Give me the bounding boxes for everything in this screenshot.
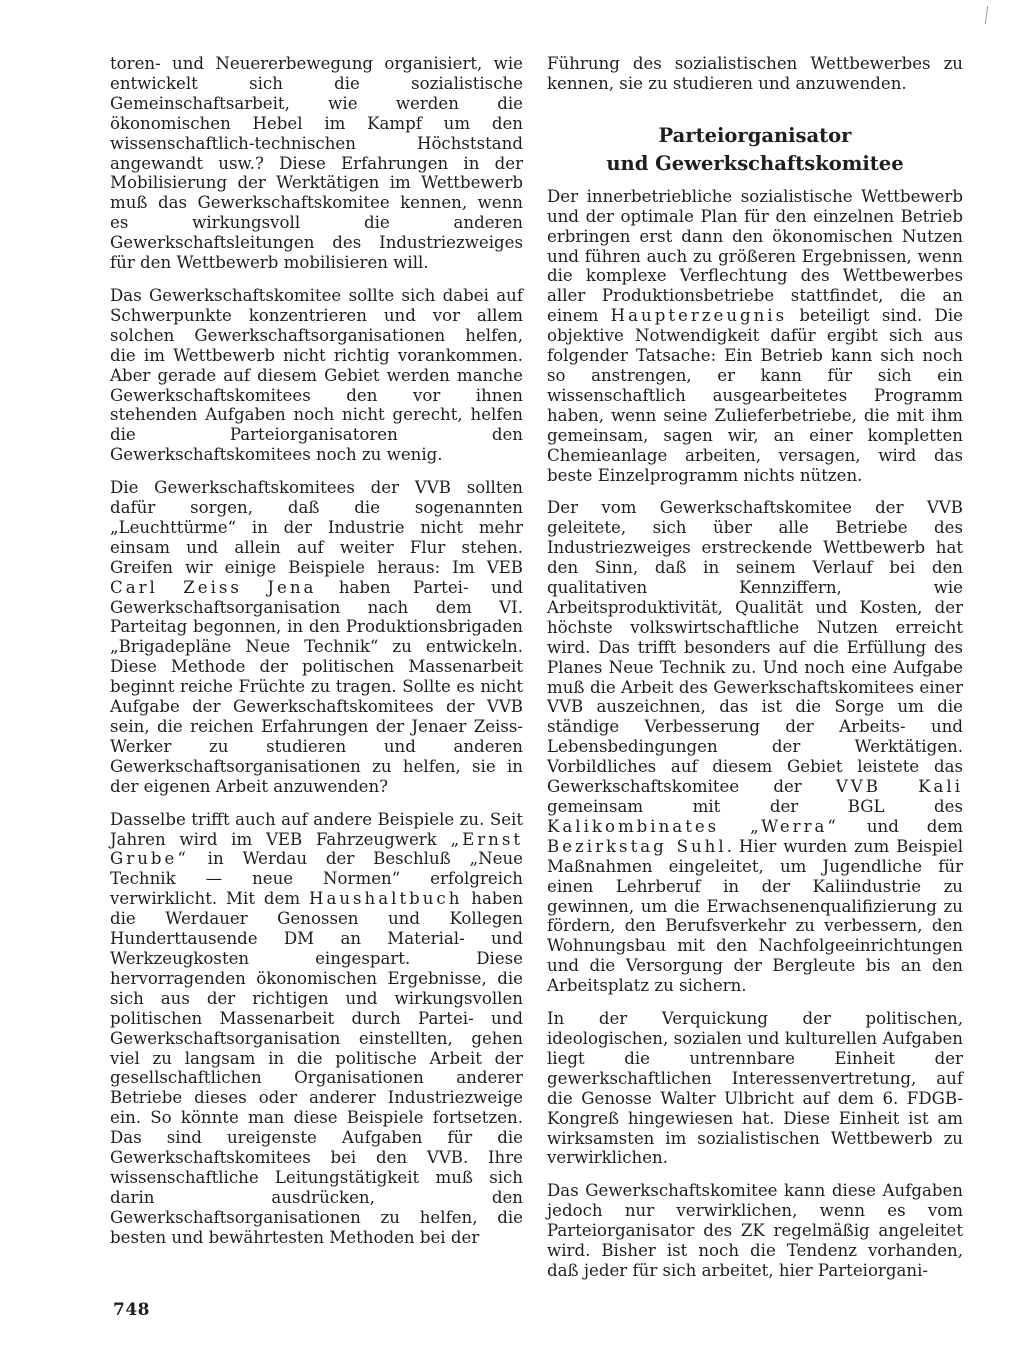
left-column <box>110 54 523 1261</box>
emphasized-text: Haupterzeugnis <box>610 306 788 326</box>
paragraph <box>547 498 963 996</box>
emphasized-text: Carl Zeiss Jena <box>110 577 317 597</box>
paragraph <box>110 810 523 1248</box>
paragraph: In der Verquickung der politischen, ideologischen, sozialen und kulturellen Aufgaben liegt die untrennbare Einheit der gewerkschaftlichen Interessenvertretung, auf die Genosse Walter Ulbricht auf dem 6. FDGB-Kongreß hingewiesen hat. Diese Einheit ist am wirksamsten im sozialistischen Wettbewerb zu verwirklichen. <box>547 1009 963 1168</box>
paragraph-text: Die Gewerkschaftskomitees der VVB sollten dafür sorgen, daß die sogenannten „Leuchttürme“ in der Industrie nicht mehr einsam und allein auf weiter Flur stehen. Greifen wir einige Beispiele heraus: Im VEB <box>110 478 523 577</box>
emphasized-text: VVB Kali <box>835 777 963 797</box>
paragraph <box>110 478 523 797</box>
section-heading <box>547 122 963 178</box>
heading-line: Parteiorganisator <box>658 123 852 147</box>
page-number: 748 <box>113 1300 150 1320</box>
paragraph: Das Gewerkschaftskomitee kann diese Aufgaben jedoch nur verwirklichen, wenn es vom Parteiorganisator des ZK regelmäßig angeleitet wird. Bisher ist noch die Tendenz vorhanden, daß jeder für sich arbeitet, hier Parteiorgani- <box>547 1181 963 1280</box>
emphasized-text: „Ernst Grube“ <box>110 829 524 869</box>
margin-mark <box>985 6 990 24</box>
paragraph <box>110 286 523 465</box>
paragraph: Führung des sozialistischen Wettbewerbes zu kennen, sie zu studieren und anzuwenden. <box>547 54 963 93</box>
paragraph <box>547 187 963 486</box>
heading-line: und Gewerkschaftskomitee <box>606 151 904 175</box>
paragraph-text: Dasselbe trifft auch auf andere Beispiele zu. Seit Jahren wird im VEB Fahrzeugwerk <box>110 809 523 849</box>
paragraph-text: in Werdau der Beschluß „Neue Technik — neue Normen“ erfolgreich verwirklicht. Mit dem <box>110 849 523 909</box>
emphasized-text: Kalikombinates „Werra“ <box>547 816 839 836</box>
paragraph-text: Der vom Gewerkschaftskomitee der VVB geleitete, sich über alle Betriebe des Industriezweiges erstreckende Wettbewerb hat den Sinn, daß in seinem Verlauf bei den qualitativen Kennziffern, wie Arbeitsproduktivität, Qualität und Kosten, der höchste volkswirtschaftliche Nutzen erreicht wird. Das trifft besonders auf die Erfüllung des Planes Neue Technik zu. Und noch eine Aufgabe muß die Arbeit des Gewerkschaftskomitees einer VVB auszeichnen, das ist die Sorge um die ständige Verbesserung der Arbeits- und Lebensbedingungen der Werktätigen. Vorbildliches auf diesem Gebiet leistete das Gewerkschaftskomitee der <box>547 498 963 797</box>
paragraph-text: haben die Werdauer Genossen und Kollegen Hunderttausende DM an Material- und Werkzeugkosten eingespart. Diese hervorragenden ökonomischen Ergebnisse, die sich aus der richtigen und wirkungsvollen politischen Massenarbeit durch Partei- und Gewerkschaftsorganisation einstellten, gehen viel zu langsam in die politische Arbeit der gesellschaftlichen Organisationen anderer Betriebe dieses oder anderer Industriezweige ein. So könnte man diese Beispiele fortsetzen. Das sind ureigenste Aufgaben für die Gewerkschaftskomitees bei den VVB. Ihre wissenschaftliche Leitungstätigkeit muß sich darin ausdrücken, den Gewerkschaftsorganisationen zu helfen, die besten und bewährtesten Methoden bei der <box>110 889 524 1247</box>
paragraph: toren- und Neuererbewegung organisiert, wie entwickelt sich die sozialistische Gemeinschaftsarbeit, wie werden die ökonomischen Hebel im Kampf um den wissenschaftlich-technischen Höchststand angewandt usw.? Diese Erfahrungen in der Mobilisierung der Werktätigen im Wettbewerb muß das Gewerkschaftskomitee kennen, wenn es wirkungsvoll die anderen Gewerkschaftsleitungen des Industriezweiges für den Wettbewerb mobilisieren will. <box>110 54 523 273</box>
paragraph-text: beteiligt sind. Die objektive Notwendigkeit dafür ergibt sich aus folgender Tatsache: Ein Betrieb kann sich noch so anstrengen, er kann für sich ein wissenschaftlich ausgearbeitetes Programm haben, wenn seine Zulieferbetriebe, die mit ihm gemeinsam, sagen wir, an einer kompletten Chemieanlage arbeiten, versagen, wird das beste Einzelprogramm nichts nützen. <box>547 306 963 485</box>
paragraph-text: gemeinsam mit der BGL des <box>547 797 963 816</box>
paragraph-text: Der innerbetriebliche sozialistische Wettbewerb und der optimale Plan für den einzelnen Betrieb erbringen erst dann den ökonomischen Nutzen und führen auch zu größeren Ergebnissen, wenn die komplexe Verflechtung des Wettbewerbes aller Produktionsbetriebe stattfindet, die an einem <box>547 186 963 326</box>
paragraph-text: haben Partei- und Gewerkschaftsorganisation nach dem VI. Parteitag begonnen, in den Produktionsbrigaden „Brigadepläne Neue Technik“ zu entwickeln. Diese Methode der politischen Massenarbeit beginnt reiche Früchte zu tragen. Sollte es nicht Aufgabe der Gewerkschaftskomitees der VVB sein, die reichen Erfahrungen der Jenaer Zeiss-Werker zu studieren und anderen Gewerkschaftsorganisationen zu helfen, sie in der eigenen Arbeit anzuwenden? <box>110 577 523 796</box>
emphasized-text: Bezirkstag Suhl <box>547 836 727 856</box>
right-column <box>547 54 963 1294</box>
emphasized-text: Haushaltbuch <box>308 889 463 909</box>
paragraph-text: Das Gewerkschaftskomitee sollte sich dabei auf Schwerpunkte konzentrieren und vor allem solchen Gewerkschaftsorganisationen helfen, die im Wettbewerb nicht richtig vorankommen. Aber gerade auf diesem Gebiet werden manche Gewerkschaftskomitees den vor ihnen stehenden Aufgaben noch nicht gerecht, helfen die Parteiorganisatoren den Gewerkschaftskomitees noch zu wenig. <box>110 285 523 465</box>
paragraph-text: . Hier wurden zum Beispiel Maßnahmen eingeleitet, um Jugendliche für einen Lehrberuf in der Kaliindustrie zu gewinnen, um die Erwachsenenqualifizierung zu fördern, den Berufsverkehr zu verbessern, den Wohnungsbau mit den Nachfolgeeinrichtungen und die Versorgung der Bergleute bis an den Arbeitsplatz zu sichern. <box>547 836 964 996</box>
paragraph-text: und dem <box>838 816 963 836</box>
